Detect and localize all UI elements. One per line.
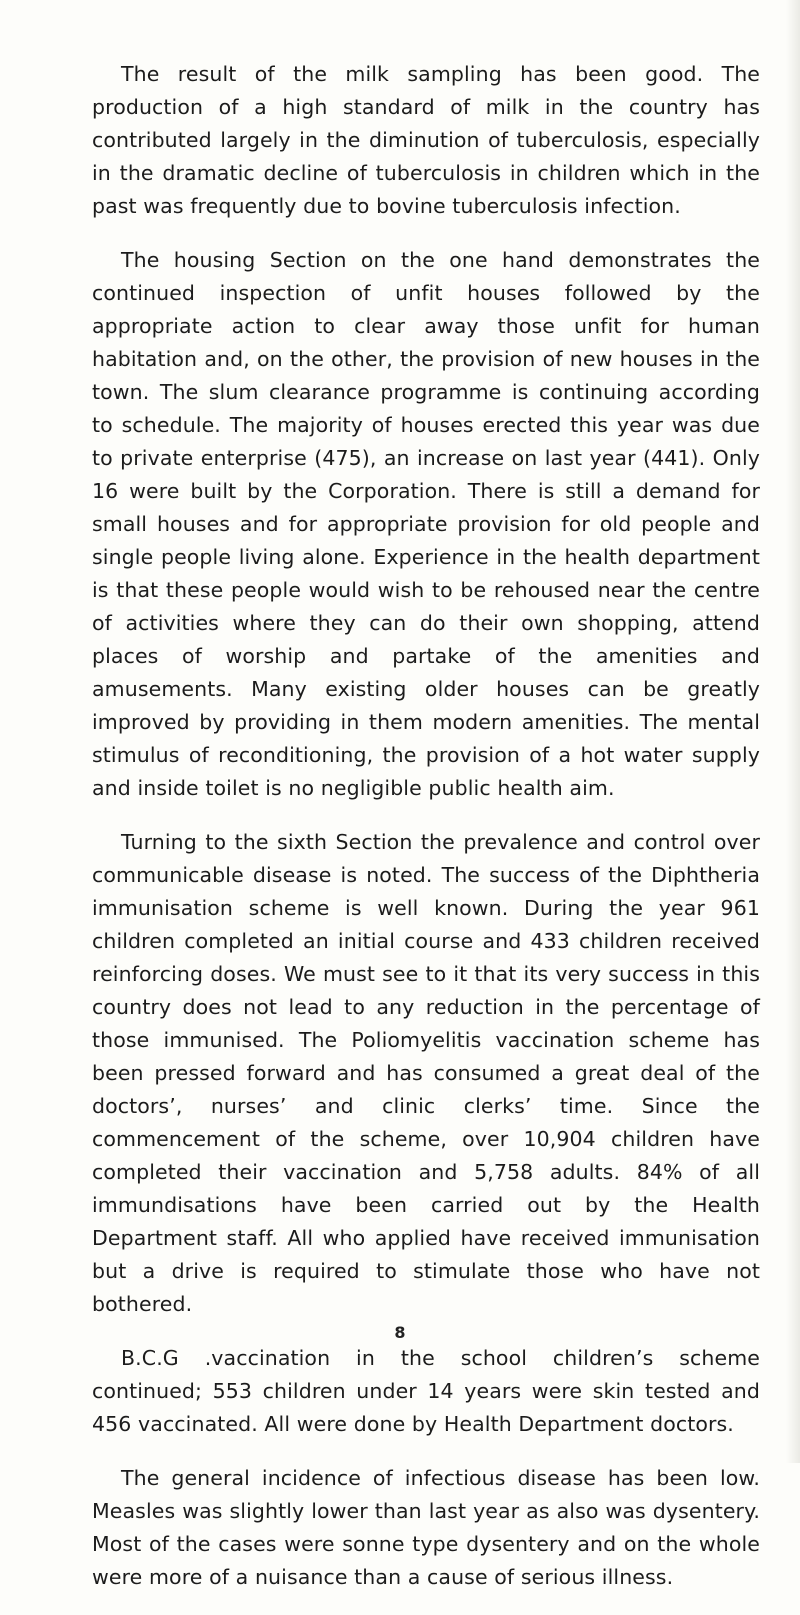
paragraph-milk-sampling: The result of the milk sampling has been good. The production of a high standard of milk in the country has contributed largely in the diminution of tuberculosis, especially in the dramatic decline of tuberculosis in children which in the past was frequently due to bovine tuberculosis infection. [92,62,760,218]
body-text [92,58,760,1615]
paragraph-communicable-disease: Turning to the sixth Section the prevalence and control over communicable disease is noted. The success of the Diphtheria immunisation scheme is well known. During the year 961 children completed an initial course and 433 children received reinforcing doses. We must see to it that its very success in this country does not lead to any reduction in the percentage of those immunised. The Poliomyelitis vaccination scheme has been pressed forward and has consumed a great deal of the doctors’, nurses’ and clinic clerks’ time. Since the commencement of the scheme, over 10,904 children have completed their vaccination and 5,758 adults. 84% of all immundisations have been carried out by the Health Department staff. All who applied have received immunisation but a drive is required to stimulate those who have not bothered. [92,830,760,1316]
paragraph-bcg-vaccination: B.C.G .vaccination in the school children’s scheme continued; 553 children under 14 years were skin tested and 456 vaccinated. All were done by Health Department doctors. [92,1346,760,1436]
page-edge-shadow [786,0,800,1463]
page-number: 8 [394,1323,406,1342]
paragraph-housing: The housing Section on the one hand demonstrates the continued inspection of unfit houses followed by the appropriate action to clear away those unfit for human habitation and, on the other, the provision of new houses in the town. The slum clearance programme is continuing according to schedule. The majority of houses erected this year was due to private enterprise (475), an increase on last year (441). Only 16 were built by the Corporation. There is still a demand for small houses and for appropriate provision for old people and single people living alone. Experience in the health department is that these people would wish to be rehoused near the centre of activities where they can do their own shopping, attend places of worship and partake of the amenities and amusements. Many existing older houses can be greatly improved by providing in them modern amenities. The mental stimulus of reconditioning, the provision of a hot water supply and inside toilet is no negligible public health aim. [92,248,760,800]
paragraph-infectious-disease: The general incidence of infectious disease has been low. Measles was slightly lower than last year as also was dysentery. Most of the cases were sonne type dysentery and on the whole were more of a nuisance than a cause of serious illness. [92,1466,760,1589]
